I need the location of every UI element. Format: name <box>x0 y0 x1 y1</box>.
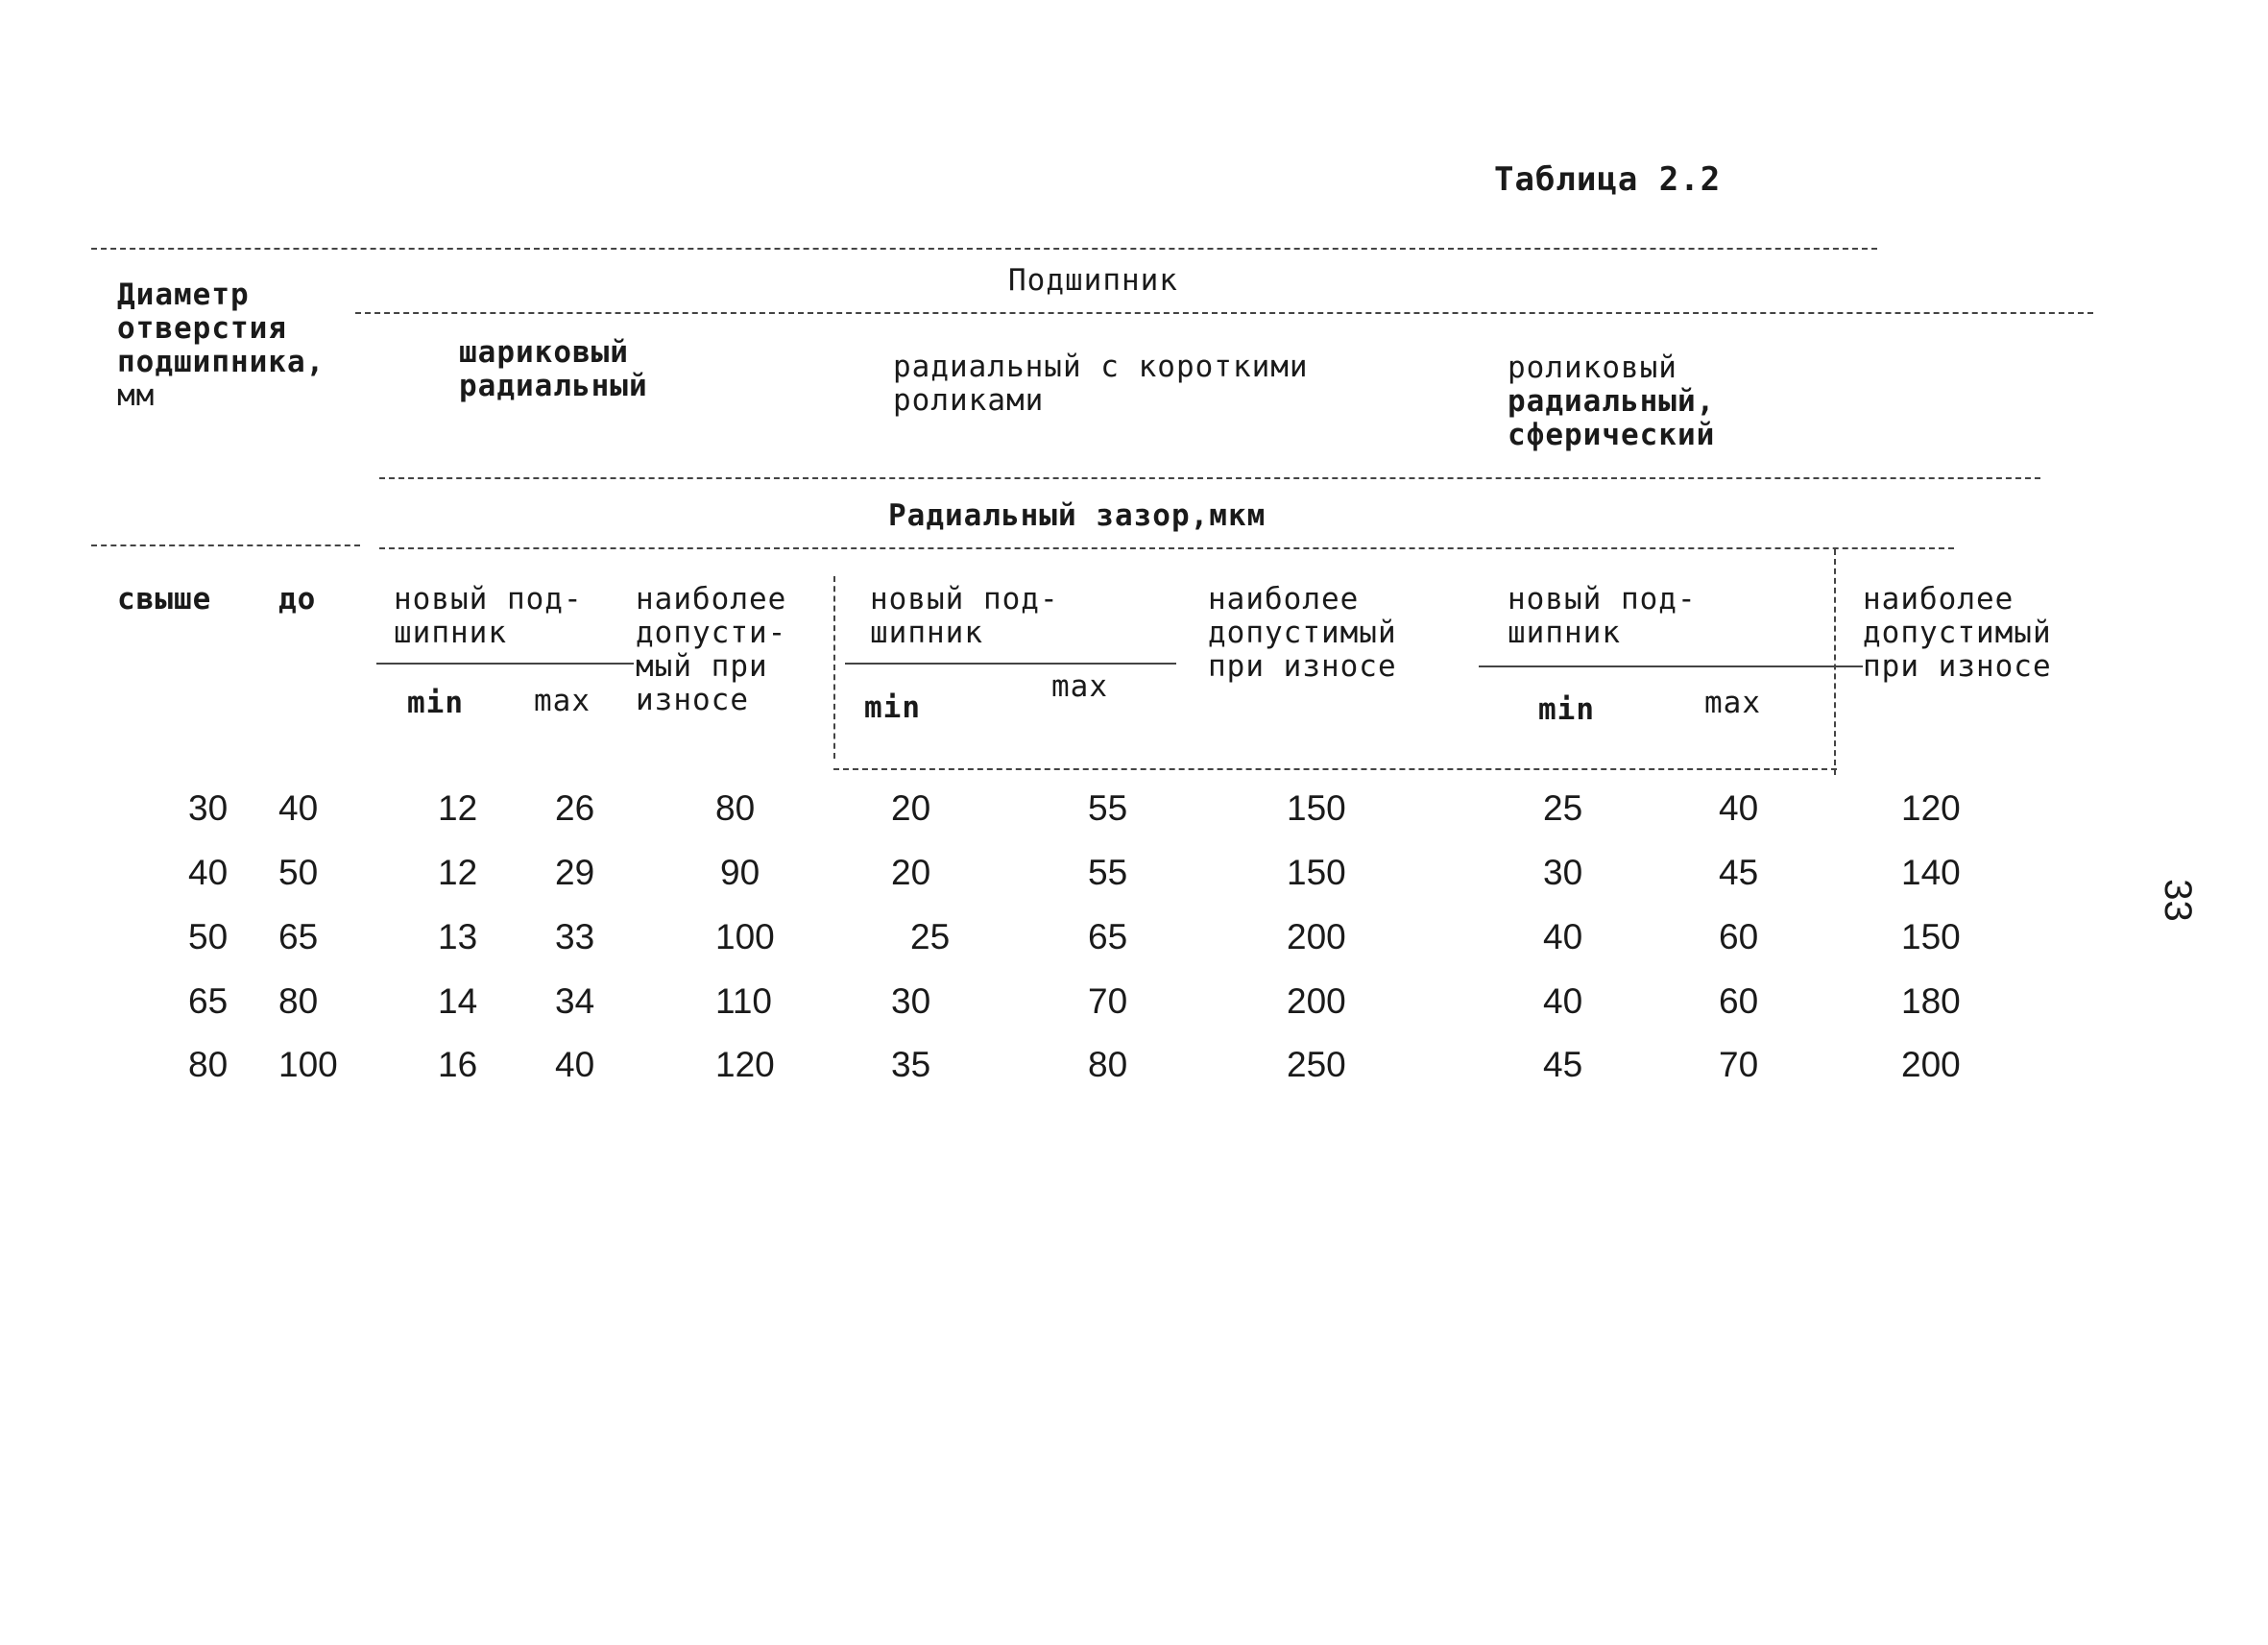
top-rule <box>91 248 1877 250</box>
cell-to: 50 <box>278 853 319 892</box>
cell-sph-max: 60 <box>1719 917 1759 956</box>
group-divider <box>833 576 835 759</box>
subgroup-rule <box>1479 665 1863 667</box>
max-allowed-header: при износе <box>1863 649 2052 684</box>
bearing-rule <box>355 312 2093 314</box>
header-bottom-rule <box>833 768 1837 770</box>
cell-to: 100 <box>278 1045 338 1084</box>
cell-short-allowed: 250 <box>1287 1045 1346 1084</box>
cell-short-min: 30 <box>891 981 931 1021</box>
cell-short-min: 20 <box>891 853 931 892</box>
cell-short-max: 80 <box>1088 1045 1128 1084</box>
type-label-line: радиальный <box>459 369 648 403</box>
cell-over: 65 <box>188 981 229 1021</box>
types-rule <box>379 477 2040 479</box>
min-header: min <box>407 686 464 720</box>
cell-to: 80 <box>278 981 319 1021</box>
min-header: min <box>1538 692 1595 727</box>
cell-sph-min: 30 <box>1543 853 1583 892</box>
group-divider <box>1834 549 1836 775</box>
cell-short-max: 65 <box>1088 917 1128 956</box>
max-header: max <box>534 684 591 718</box>
new-bearing-header: новый под- <box>394 582 583 617</box>
cell-to: 65 <box>278 917 319 956</box>
cell-short-min: 35 <box>891 1045 931 1084</box>
max-allowed-header: мый при <box>636 649 768 684</box>
max-allowed-header: износе <box>636 683 749 717</box>
cell-short-max: 55 <box>1088 788 1128 828</box>
new-bearing-header: шипник <box>1508 616 1621 650</box>
to-header: до <box>278 582 317 617</box>
cell-sph-allowed: 180 <box>1901 981 1961 1021</box>
max-allowed-header: при износе <box>1208 649 1397 684</box>
cell-sph-allowed: 140 <box>1901 853 1961 892</box>
diameter-label-line: Диаметр <box>117 278 250 312</box>
cell-sph-min: 40 <box>1543 917 1583 956</box>
cell-sph-max: 70 <box>1719 1045 1759 1084</box>
cell-ball-max: 33 <box>555 917 595 956</box>
cell-ball-allowed: 90 <box>720 853 760 892</box>
type-label-line: роликовый <box>1508 351 1677 385</box>
new-bearing-header: новый под- <box>1508 582 1697 617</box>
type-label-line: шариковый <box>459 335 629 370</box>
cell-ball-allowed: 80 <box>715 788 756 828</box>
cell-short-allowed: 150 <box>1287 853 1346 892</box>
diameter-label-line: мм <box>117 378 156 413</box>
cell-short-max: 55 <box>1088 853 1128 892</box>
cell-ball-allowed: 120 <box>715 1045 775 1084</box>
cell-over: 80 <box>188 1045 229 1084</box>
max-allowed-header: допусти- <box>636 616 787 650</box>
page-number: 33 <box>2156 879 2199 922</box>
diameter-rule <box>91 544 360 546</box>
subgroup-rule <box>376 663 634 665</box>
max-allowed-header: наиболее <box>1208 582 1360 617</box>
diameter-label-line: подшипника, <box>117 345 326 379</box>
new-bearing-header: шипник <box>870 616 983 650</box>
cell-sph-max: 40 <box>1719 788 1759 828</box>
cell-sph-min: 45 <box>1543 1045 1583 1084</box>
cell-over: 40 <box>188 853 229 892</box>
bearing-header: Подшипник <box>1008 263 1178 298</box>
cell-ball-min: 12 <box>438 788 478 828</box>
cell-ball-max: 26 <box>555 788 595 828</box>
max-allowed-header: допустимый <box>1863 616 2052 650</box>
cell-ball-max: 34 <box>555 981 595 1021</box>
over-header: свыше <box>117 582 212 617</box>
cell-over: 30 <box>188 788 229 828</box>
type-label-line: роликами <box>893 383 1045 418</box>
cell-ball-min: 13 <box>438 917 478 956</box>
cell-short-allowed: 150 <box>1287 788 1346 828</box>
diameter-label-line: отверстия <box>117 311 287 346</box>
cell-sph-allowed: 120 <box>1901 788 1961 828</box>
max-allowed-header: наиболее <box>1863 582 2015 617</box>
cell-ball-allowed: 110 <box>715 981 772 1021</box>
subgroup-rule <box>845 663 1176 665</box>
new-bearing-header: новый под- <box>870 582 1059 617</box>
cell-short-min: 25 <box>910 917 951 956</box>
clearance-rule <box>379 547 1954 549</box>
cell-ball-max: 40 <box>555 1045 595 1084</box>
cell-short-allowed: 200 <box>1287 981 1346 1021</box>
type-label-line: радиальный, <box>1508 384 1716 419</box>
cell-ball-min: 14 <box>438 981 478 1021</box>
max-allowed-header: допустимый <box>1208 616 1397 650</box>
cell-ball-min: 12 <box>438 853 478 892</box>
min-header: min <box>864 690 921 725</box>
cell-sph-allowed: 150 <box>1901 917 1961 956</box>
cell-over: 50 <box>188 917 229 956</box>
cell-ball-max: 29 <box>555 853 595 892</box>
max-header: max <box>1704 686 1761 720</box>
type-label-line: сферический <box>1508 418 1716 452</box>
type-label-line: радиальный с короткими <box>893 350 1309 384</box>
cell-short-max: 70 <box>1088 981 1128 1021</box>
cell-sph-min: 40 <box>1543 981 1583 1021</box>
table-caption: Таблица 2.2 <box>1494 160 1722 199</box>
max-allowed-header: наиболее <box>636 582 787 617</box>
cell-short-min: 20 <box>891 788 931 828</box>
max-header: max <box>1051 669 1108 704</box>
cell-sph-allowed: 200 <box>1901 1045 1961 1084</box>
cell-ball-min: 16 <box>438 1045 478 1084</box>
cell-sph-min: 25 <box>1543 788 1583 828</box>
clearance-header: Радиальный зазор,мкм <box>888 498 1267 533</box>
cell-to: 40 <box>278 788 319 828</box>
cell-sph-max: 60 <box>1719 981 1759 1021</box>
cell-ball-allowed: 100 <box>715 917 775 956</box>
new-bearing-header: шипник <box>394 616 507 650</box>
cell-short-allowed: 200 <box>1287 917 1346 956</box>
cell-sph-max: 45 <box>1719 853 1759 892</box>
